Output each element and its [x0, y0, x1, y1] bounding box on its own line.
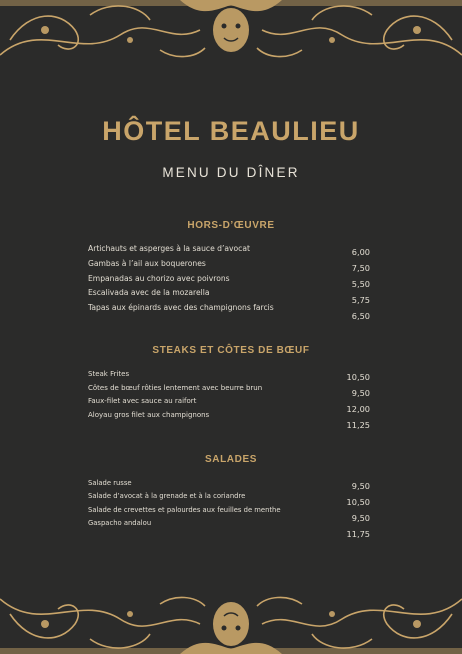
menu-item: Escalivada avec de la mozarella [88, 288, 210, 298]
section-prices-hors-doeuvre [330, 244, 370, 324]
menu-price: 11,25 [346, 420, 370, 430]
section-items-hors-doeuvre [88, 242, 348, 316]
menu-price: 9,50 [351, 513, 370, 523]
menu-price: 6,50 [351, 311, 370, 321]
menu-item: Tapas aux épinards avec des champignons farcis [88, 303, 274, 313]
menu-item: Empanadas au chorizo avec poivrons [88, 273, 230, 283]
page-title: HÔTEL BEAULIEU [102, 116, 360, 146]
menu-price: 11,75 [346, 529, 370, 539]
menu-price: 10,50 [346, 497, 370, 507]
section-title-hors-doeuvre: HORS-D’ŒUVRE [187, 220, 275, 231]
menu-price: 5,75 [351, 295, 370, 305]
section-title-steaks: STEAKS ET CÔTES DE BŒUF [152, 345, 310, 356]
menu-price: 9,50 [351, 481, 370, 491]
menu-price: 5,50 [351, 279, 370, 289]
menu-price: 6,00 [351, 247, 370, 257]
menu-price: 9,50 [351, 388, 370, 398]
menu-item: Salade d’avocat à la grenade et à la coriandre [88, 492, 246, 501]
menu-item: Steak Frites [88, 370, 130, 378]
section-items-steaks [88, 368, 348, 422]
menu-item: Gambas à l’ail aux boquerones [88, 258, 206, 268]
menu-item: Artichauts et asperges à la sauce d’avocat [88, 244, 250, 253]
menu-item: Côtes de bœuf rôties lentement avec beurre brun [88, 383, 263, 392]
menu-price: 10,50 [346, 372, 370, 382]
menu-price: 7,50 [351, 263, 370, 273]
section-title-salades: SALADES [205, 454, 257, 465]
section-prices-salades [330, 478, 370, 542]
section-items-salades [88, 477, 348, 531]
menu-item: Salade russe [88, 479, 132, 487]
top-ornament-icon [0, 0, 462, 70]
bottom-ornament-icon [0, 584, 462, 654]
menu-item: Gaspacho andalou [88, 519, 152, 528]
section-prices-steaks [330, 369, 370, 433]
menu-price: 12,00 [346, 404, 370, 414]
menu-item: Salade de crevettes et palourdes aux feuilles de menthe [88, 505, 281, 514]
page-subtitle: MENU DU DÎNER [162, 165, 300, 180]
menu-item: Faux-filet avec sauce au raifort [88, 397, 197, 406]
menu-item: Aloyau gros filet aux champignons [88, 410, 210, 419]
